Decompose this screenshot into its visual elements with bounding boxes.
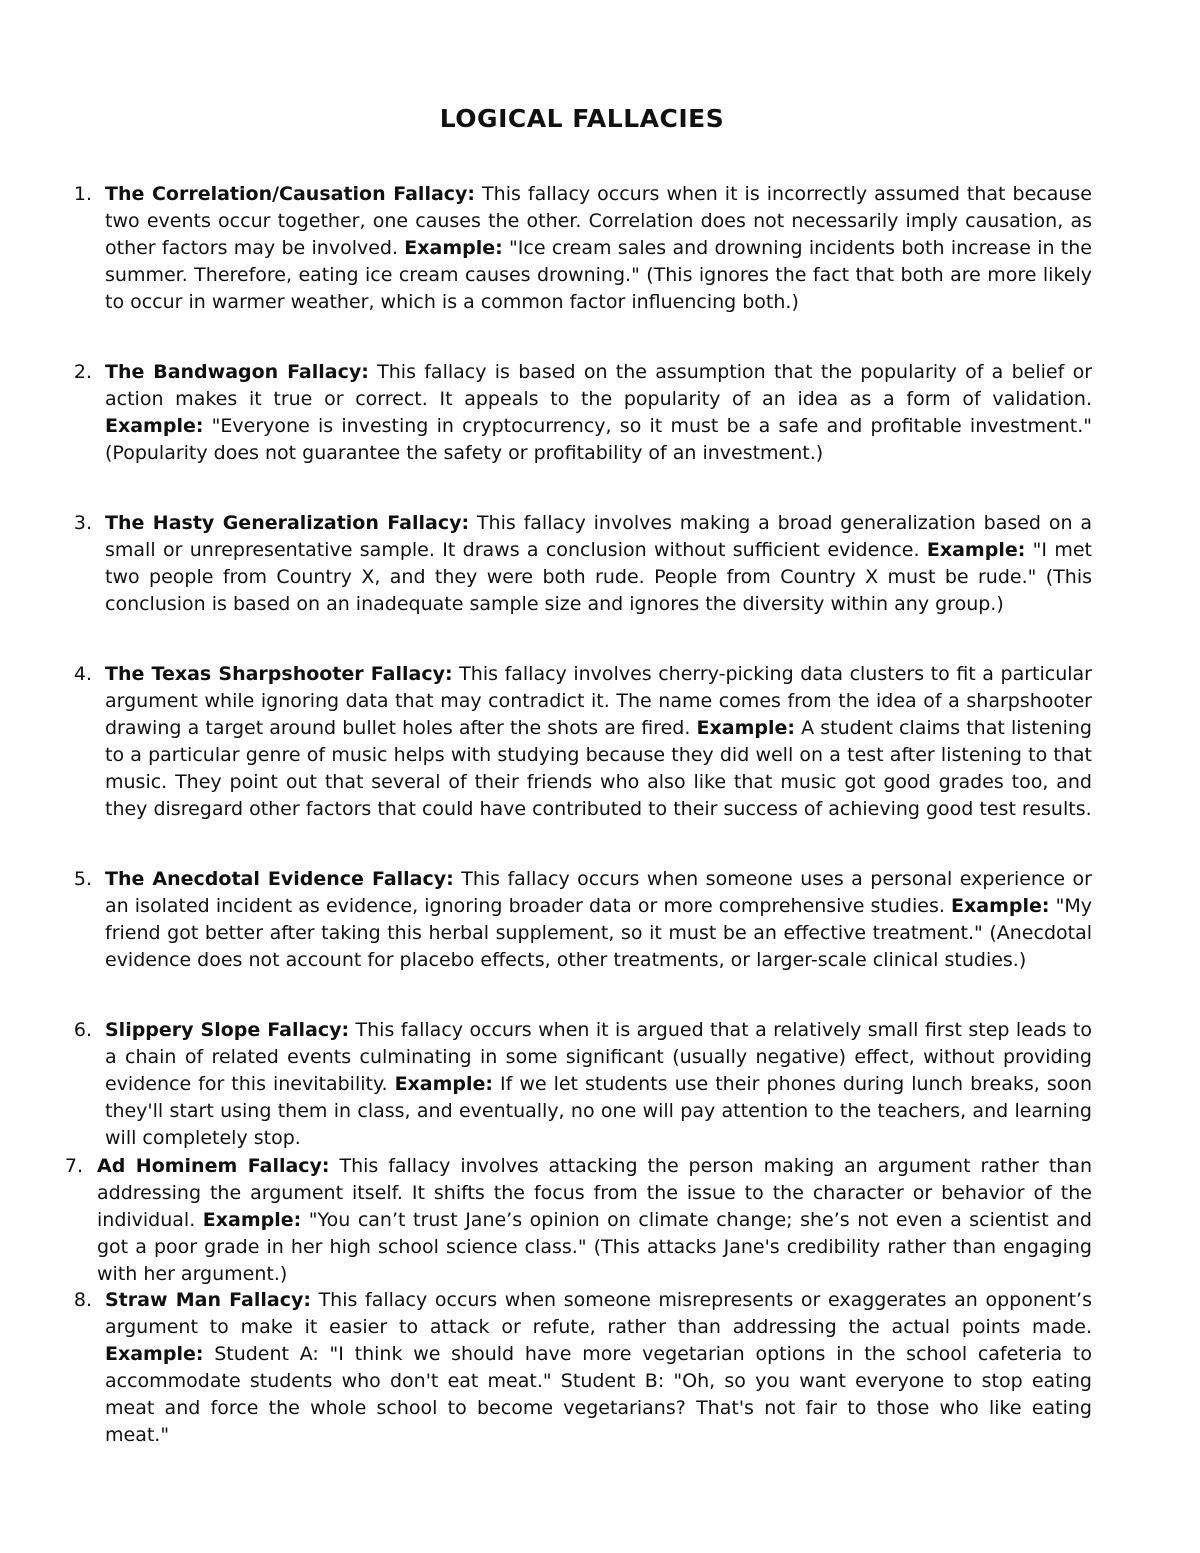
fallacy-term: Slippery Slope Fallacy: — [105, 1019, 350, 1041]
item-body — [105, 510, 1092, 618]
item-number: 8. — [73, 1289, 92, 1311]
example-label: Example: — [105, 1343, 204, 1365]
item-body — [105, 359, 1092, 467]
fallacy-definition: This fallacy involves making a broad generalization based on a small or unrepresentative sample. It draws a conclusion without sufficient evidence. — [105, 512, 1092, 561]
fallacy-definition: This fallacy is based on the assumption that the popularity of a belief or action makes it true or correct. It appeals to the popularity of an idea as a form of validation. — [105, 361, 1093, 410]
example-text: "My friend got better after taking this herbal supplement, so it must be an effective treatment." (Anecdotal evidence does not account for placebo effects, other treatments, or larger-scale clinical studies.) — [105, 895, 1092, 971]
example-text: "Everyone is investing in cryptocurrency, so it must be a safe and profitable investment." (Popularity does not guarantee the safety or profitability of an investment.) — [105, 415, 1092, 464]
example-text: A student claims that listening to a particular genre of music helps with studying because they did well on a test after listening to that music. They point out that several of their friends who also like that music got good grades too, and they disregard other factors that could have contributed to their success of achieving good test results. — [105, 717, 1092, 820]
example-label: Example: — [951, 895, 1050, 917]
item-body — [105, 1287, 1092, 1449]
item-number: 7. — [64, 1155, 83, 1177]
fallacy-term: The Hasty Generalization Fallacy: — [105, 512, 470, 534]
example-text: "You can’t trust Jane’s opinion on climate change; she’s not even a scientist and got a poor grade in her high school science class." (This attacks Jane's credibility rather than engaging with her argument.) — [97, 1209, 1092, 1285]
item-number: 3. — [73, 512, 92, 534]
example-text: Student A: "I think we should have more vegetarian options in the school cafeteria to accommodate students who don't eat meat." Student B: "Oh, so you want everyone to stop eating meat and force the whole school to become vegetarians? That's not fair to those who like eating meat." — [105, 1343, 1092, 1446]
fallacy-term: Ad Hominem Fallacy: — [97, 1155, 330, 1177]
item-number: 5. — [73, 868, 92, 890]
item-number: 2. — [73, 361, 92, 383]
example-label: Example: — [105, 415, 204, 437]
page-title: LOGICAL FALLACIES — [439, 104, 725, 133]
fallacy-definition: This fallacy involves cherry-picking data clusters to fit a particular argument while ignoring data that may contradict it. The name comes from the idea of a sharpshooter drawing a target around bullet holes after the shots are fired. — [105, 663, 1092, 739]
fallacy-definition: This fallacy occurs when someone misrepresents or exaggerates an opponent’s argument to make it easier to attack or refute, rather than addressing the actual points made. — [105, 1289, 1092, 1338]
example-text: "Ice cream sales and drowning incidents both increase in the summer. Therefore, eating ice cream causes drowning." (This ignores the fact that both are more likely to occur in warmer weather, which is a common factor influencing both.) — [105, 237, 1092, 313]
fallacy-term: The Texas Sharpshooter Fallacy: — [105, 663, 453, 685]
fallacy-term: The Correlation/Causation Fallacy: — [105, 183, 476, 205]
fallacy-definition: This fallacy occurs when it is argued that a relatively small first step leads to a chain of related events culminating in some significant (usually negative) effect, without providing evidence for this inevitability. — [105, 1019, 1092, 1095]
fallacy-definition: This fallacy involves attacking the person making an argument rather than addressing the argument itself. It shifts the focus from the issue to the character or behavior of the individual. — [97, 1155, 1092, 1231]
item-number: 4. — [73, 663, 92, 685]
fallacy-definition: This fallacy occurs when it is incorrectly assumed that because two events occur together, one causes the other. Correlation does not necessarily imply causation, as other factors may be involved. — [105, 183, 1092, 259]
example-label: Example: — [394, 1073, 494, 1095]
item-body — [105, 181, 1092, 316]
example-text: "I met two people from Country X, and they were both rude. People from Country X must be rude." (This conclusion is based on an inadequate sample size and ignores the diversity within any group.) — [105, 539, 1092, 615]
fallacy-term: Straw Man Fallacy: — [105, 1289, 311, 1311]
item-number: 6. — [73, 1019, 92, 1041]
example-label: Example: — [926, 539, 1026, 561]
example-label: Example: — [404, 237, 503, 259]
example-label: Example: — [202, 1209, 302, 1231]
item-number: 1. — [73, 183, 92, 205]
example-text: If we let students use their phones during lunch breaks, soon they'll start using them in class, and eventually, no one will pay attention to the teachers, and learning will completely stop. — [105, 1073, 1093, 1149]
item-body — [105, 661, 1092, 823]
fallacy-definition: This fallacy occurs when someone uses a personal experience or an isolated incident as evidence, ignoring broader data or more comprehensive studies. — [105, 868, 1092, 917]
fallacy-term: The Anecdotal Evidence Fallacy: — [105, 868, 454, 890]
item-body — [97, 1153, 1092, 1288]
item-body — [105, 1017, 1092, 1152]
item-body — [105, 866, 1092, 974]
fallacy-term: The Bandwagon Fallacy: — [105, 361, 369, 383]
example-label: Example: — [696, 717, 795, 739]
